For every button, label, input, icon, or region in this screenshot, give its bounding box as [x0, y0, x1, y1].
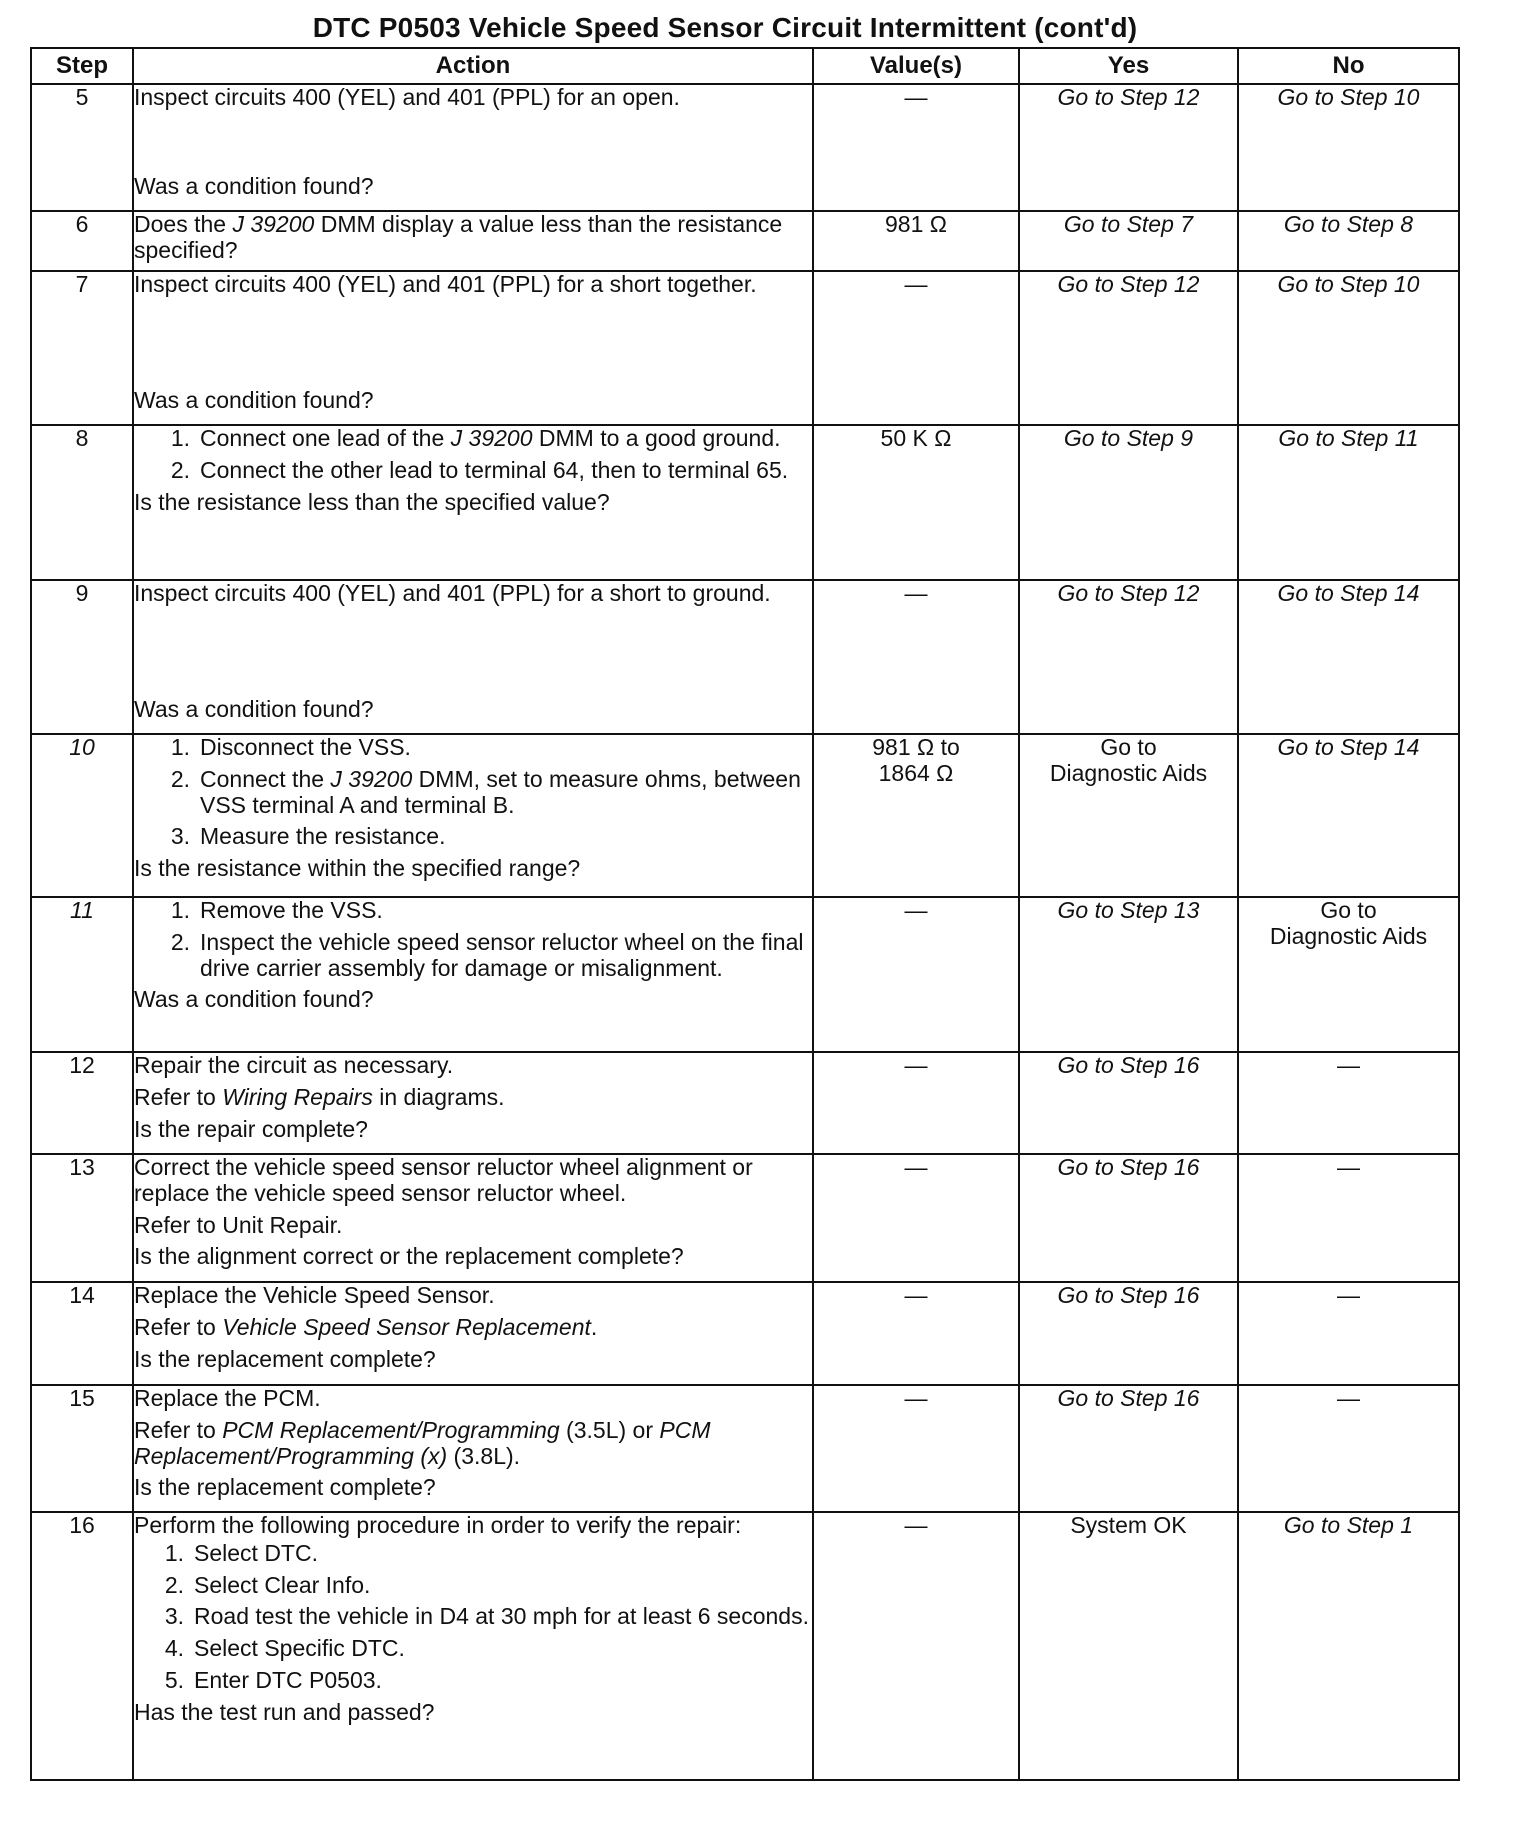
yes-cell: Go to Step 7 [1019, 211, 1238, 271]
action-reference: Refer to Unit Repair. [134, 1211, 343, 1238]
no-cell: Go to Step 10 [1238, 271, 1459, 425]
list-item: 2. Inspect the vehicle speed sensor reluctor wheel on the final drive carrier assembly for damage or misalignment. [170, 928, 804, 981]
action-cell [133, 1512, 813, 1780]
header-action: Action [133, 48, 813, 84]
step-number: 15 [31, 1385, 133, 1512]
action-question: Is the repair complete? [134, 1115, 368, 1142]
step-number: 6 [31, 211, 133, 271]
table-row-step-15 [31, 1385, 1459, 1512]
header-row [31, 48, 1459, 84]
list-item: 3. Measure the resistance. [170, 823, 446, 850]
table-row-step-12 [31, 1052, 1459, 1154]
yes-cell: System OK [1019, 1512, 1238, 1780]
step-number: 12 [31, 1052, 133, 1154]
value-cell: 981 Ω [813, 211, 1019, 271]
list-item: 1. Select DTC. [164, 1539, 318, 1566]
value-cell: — [813, 1154, 1019, 1282]
action-question: Is the replacement complete? [134, 1474, 436, 1501]
value-cell: 981 Ω to 1864 Ω [813, 734, 1019, 897]
table-row-step-10 [31, 734, 1459, 897]
step-number: 13 [31, 1154, 133, 1282]
list-item: 1. Remove the VSS. [170, 897, 383, 923]
yes-cell: Go to Step 12 [1019, 271, 1238, 425]
yes-cell: Go to Step 16 [1019, 1282, 1238, 1385]
yes-cell: Go to Step 13 [1019, 897, 1238, 1052]
value-cell: — [813, 1052, 1019, 1154]
step-number: 10 [31, 734, 133, 897]
action-text: Perform the following procedure in order to verify the repair: [134, 1512, 742, 1538]
value-cell: — [813, 271, 1019, 425]
yes-cell: Go to Step 9 [1019, 425, 1238, 580]
action-question: Has the test run and passed? [134, 1698, 435, 1725]
tool-name: J 39200 [232, 211, 315, 237]
header-no: No [1238, 48, 1459, 84]
table-row-step-7 [31, 271, 1459, 425]
action-question: Was a condition found? [134, 986, 374, 1013]
list-item: 2. Connect the other lead to terminal 64, then to terminal 65. [170, 456, 789, 483]
table-row-step-14 [31, 1282, 1459, 1385]
action-text: Inspect circuits 400 (YEL) and 401 (PPL) for a short together. [134, 271, 757, 297]
action-question: Is the alignment correct or the replacement complete? [134, 1243, 684, 1270]
no-cell: Go to Step 8 [1238, 211, 1459, 271]
header-values: Value(s) [813, 48, 1019, 84]
yes-cell: Go to Step 16 [1019, 1385, 1238, 1512]
step-number: 14 [31, 1282, 133, 1385]
no-cell: — [1238, 1154, 1459, 1282]
step-number: 5 [31, 84, 133, 211]
action-cell [133, 1052, 813, 1154]
no-cell: Go to Step 11 [1238, 425, 1459, 580]
list-item: 1. Connect one lead of the J 39200 DMM to a good ground. [170, 425, 781, 451]
action-text: Correct the vehicle speed sensor reluctor wheel alignment or replace the vehicle speed sensor reluctor wheel. [134, 1154, 753, 1206]
no-cell: Go to Step 10 [1238, 84, 1459, 211]
action-question: Is the resistance within the specified range? [134, 855, 581, 881]
action-text: Repair the circuit as necessary. [134, 1052, 454, 1078]
table-row-step-5 [31, 84, 1459, 211]
action-text: Inspect circuits 400 (YEL) and 401 (PPL) for a short to ground. [134, 580, 771, 606]
header-yes: Yes [1019, 48, 1238, 84]
action-cell [133, 271, 813, 425]
list-item: 5. Enter DTC P0503. [164, 1666, 382, 1693]
action-text: Replace the PCM. [134, 1385, 321, 1411]
action-cell [133, 84, 813, 211]
action-reference: Refer to Wiring Repairs in diagrams. [134, 1083, 505, 1110]
action-reference: Refer to Vehicle Speed Sensor Replacement. [134, 1313, 598, 1340]
tool-name: J 39200 [450, 425, 533, 451]
tool-name: J 39200 [330, 765, 413, 792]
table-row-step-16 [31, 1512, 1459, 1780]
step-number: 9 [31, 580, 133, 734]
action-cell [133, 897, 813, 1052]
action-question: Is the replacement complete? [134, 1345, 436, 1372]
action-reference: Refer to PCM Replacement/Programming (3.5L) or PCM Replacement/Programming (x) (3.8L). [134, 1416, 711, 1469]
list-item: 3. Road test the vehicle in D4 at 30 mph for at least 6 seconds. [164, 1603, 809, 1630]
no-cell: — [1238, 1385, 1459, 1512]
action-text: Does the [134, 211, 233, 237]
yes-cell: Go to Step 16 [1019, 1052, 1238, 1154]
value-cell: — [813, 1385, 1019, 1512]
table-row-step-11 [31, 897, 1459, 1052]
yes-cell: Go to Diagnostic Aids [1019, 734, 1238, 897]
yes-cell: Go to Step 12 [1019, 580, 1238, 734]
value-cell: — [813, 84, 1019, 211]
action-cell [133, 734, 813, 897]
no-cell: Go to Step 14 [1238, 580, 1459, 734]
action-cell [133, 580, 813, 734]
page-title: DTC P0503 Vehicle Speed Sensor Circuit Intermittent (cont'd) [312, 12, 1138, 43]
action-cell [133, 1385, 813, 1512]
action-text: DMM display a value less than the resistance specified? [134, 211, 783, 263]
list-item: 2. Connect the J 39200 DMM, set to measure ohms, between VSS terminal A and terminal B. [170, 765, 801, 818]
action-cell [133, 211, 813, 271]
action-text: Replace the Vehicle Speed Sensor. [134, 1282, 495, 1308]
value-cell: — [813, 1282, 1019, 1385]
table-row-step-13 [31, 1154, 1459, 1282]
no-cell: Go to Step 14 [1238, 734, 1459, 897]
action-cell [133, 1154, 813, 1282]
value-cell: 50 K Ω [813, 425, 1019, 580]
header-step: Step [31, 48, 133, 84]
list-item: 1. Disconnect the VSS. [170, 734, 411, 760]
list-item: 4. Select Specific DTC. [164, 1635, 405, 1661]
action-question: Was a condition found? [134, 696, 374, 723]
table-row-step-9 [31, 580, 1459, 734]
table-row-step-6 [31, 211, 1459, 271]
table-row-step-8 [31, 425, 1459, 580]
action-cell [133, 425, 813, 580]
value-cell: — [813, 1512, 1019, 1780]
no-cell: — [1238, 1052, 1459, 1154]
value-cell: — [813, 897, 1019, 1052]
step-number: 16 [31, 1512, 133, 1780]
action-question: Was a condition found? [134, 173, 374, 200]
action-question: Was a condition found? [134, 387, 374, 414]
yes-cell: Go to Step 12 [1019, 84, 1238, 211]
action-question: Is the resistance less than the specified value? [134, 488, 610, 515]
no-cell: Go to Step 1 [1238, 1512, 1459, 1780]
dtc-table [30, 47, 1460, 1781]
step-number: 7 [31, 271, 133, 425]
no-cell: Go to Diagnostic Aids [1238, 897, 1459, 1052]
list-item: 2. Select Clear Info. [164, 1571, 371, 1598]
action-cell [133, 1282, 813, 1385]
yes-cell: Go to Step 16 [1019, 1154, 1238, 1282]
no-cell: — [1238, 1282, 1459, 1385]
action-text: Inspect circuits 400 (YEL) and 401 (PPL) for an open. [134, 84, 680, 110]
step-number: 8 [31, 425, 133, 580]
value-cell: — [813, 580, 1019, 734]
step-number: 11 [31, 897, 133, 1052]
